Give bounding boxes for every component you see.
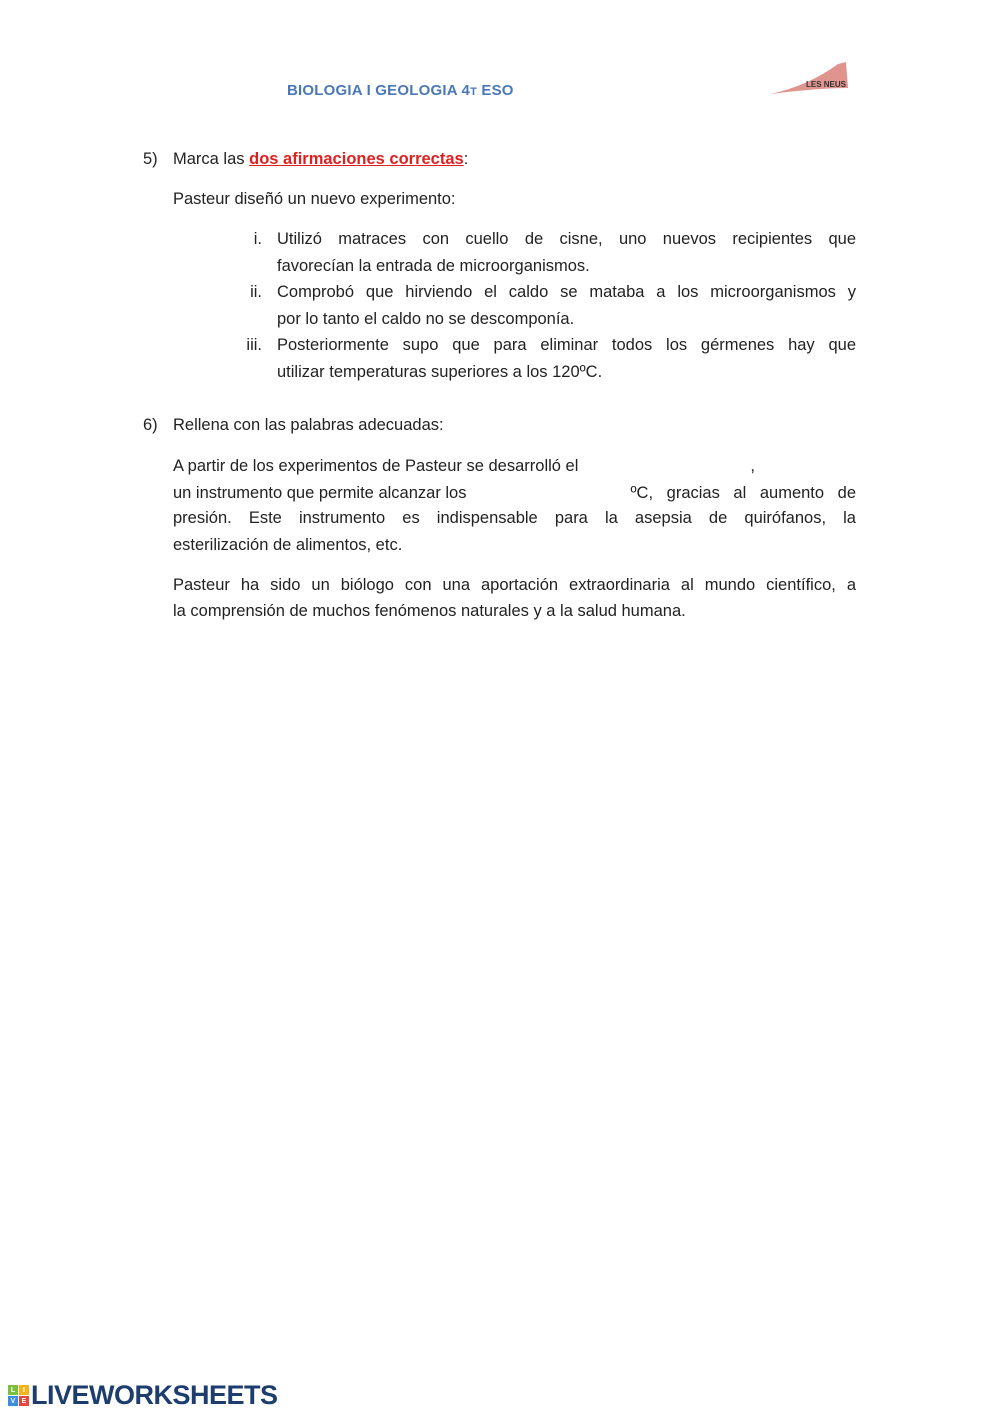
option-text[interactable]: Utilizó matraces con cuello de cisne, uno nuevos recipientes que [277, 230, 856, 248]
header-title-end: ESO [477, 82, 514, 99]
mountain-logo-icon [768, 58, 858, 98]
q6-text: un instrumento que permite alcanzar los [173, 483, 467, 502]
q6-text: esterilización de alimentos, etc. [173, 536, 403, 554]
liveworksheets-logo [8, 1380, 278, 1411]
q6-text: ºC, gracias al aumento de [630, 483, 856, 502]
q6-number: 6) [143, 416, 158, 434]
q6-prompt: Rellena con las palabras adecuadas: [173, 416, 444, 434]
q5-prompt-highlight: dos afirmaciones correctas [249, 150, 464, 168]
closing-text: la comprensión de muchos fenómenos naturales y a la salud humana. [173, 602, 686, 620]
q6-text: A partir de los experimentos de Pasteur se desarrolló el [173, 456, 579, 475]
option-numeral[interactable]: iii. [246, 336, 262, 354]
q5-prompt-post: : [463, 150, 469, 168]
option-text[interactable]: favorecían la entrada de microorganismos. [277, 257, 590, 275]
blank-input-2[interactable] [499, 483, 599, 503]
q6-text: presión. Este instrumento es indispensable para la asepsia de quirófanos, la [173, 509, 856, 527]
block-letter: E [19, 1396, 29, 1406]
closing-text: Pasteur ha sido un biólogo con una aportación extraordinaria al mundo científico, a [173, 576, 856, 594]
header-title-sup: T [470, 86, 478, 98]
live-blocks-icon [8, 1385, 29, 1406]
block-letter: I [19, 1385, 29, 1395]
q6-line-2 [173, 483, 856, 503]
q5-prompt [173, 150, 468, 169]
q5-prompt-pre: Marca las [173, 150, 250, 168]
header-title [287, 82, 514, 99]
block-letter: L [8, 1385, 18, 1395]
option-text[interactable]: utilizar temperaturas superiores a los 120ºC. [277, 363, 603, 381]
logo-text: LES NEUS [805, 80, 846, 89]
option-numeral[interactable]: i. [253, 230, 262, 248]
school-logo [768, 58, 858, 98]
brand-text: LIVEWORKSHEETS [31, 1380, 278, 1410]
blank-input-1[interactable] [586, 456, 744, 476]
q6-text: , [750, 456, 755, 475]
q5-number: 5) [143, 150, 158, 168]
q5-intro: Pasteur diseñó un nuevo experimento: [173, 190, 456, 208]
block-letter: V [8, 1396, 18, 1406]
q6-line-1 [173, 456, 755, 476]
option-text[interactable]: por lo tanto el caldo no se descomponía. [277, 310, 575, 328]
option-text[interactable]: Comprobó que hirviendo el caldo se mataba a los microorganismos y [277, 283, 856, 301]
option-text[interactable]: Posteriormente supo que para eliminar todos los gérmenes hay que [277, 336, 856, 354]
header-title-main: BIOLOGIA I GEOLOGIA 4 [287, 82, 471, 99]
option-numeral[interactable]: ii. [250, 283, 262, 301]
